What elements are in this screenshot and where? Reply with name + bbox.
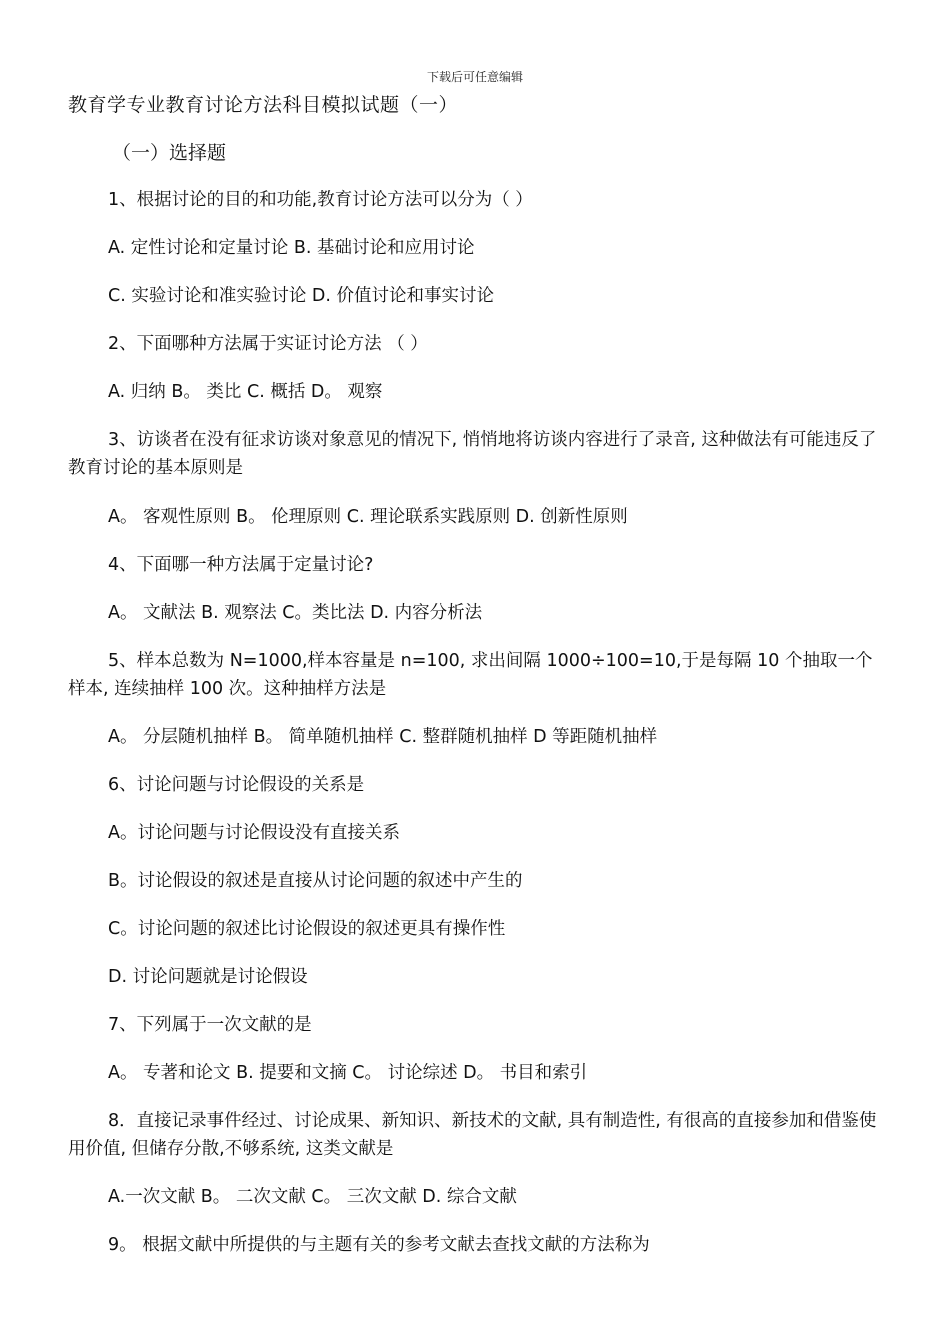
question-6-option-b: B。讨论假设的叙述是直接从讨论问题的叙述中产生的 [108,871,523,891]
question-5-stem: 5、样本总数为 N=1000,样本容量是 n=100, 求出间隔 1000÷100=10,于是每隔 10 个抽取一个样本, 连续抽样 100 次。这种抽样方法是 [68,651,873,699]
download-note: 下载后可任意编辑 [426,70,523,84]
question-6-stem: 6、讨论问题与讨论假设的关系是 [108,775,365,795]
question-7-stem: 7、下列属于一次文献的是 [108,1015,312,1035]
question-6-option-a: A。讨论问题与讨论假设没有直接关系 [108,823,400,843]
question-2-stem: 2、下面哪种方法属于实证讨论方法 （ ） [108,334,428,354]
question-8-stem: 8．直接记录事件经过、讨论成果、新知识、新技术的文献, 具有制造性, 有很高的直接参加和借鉴使用价值, 但储存分散,不够系统, 这类文献是 [68,1111,877,1159]
question-3-options: A。 客观性原则 B。 伦理原则 C. 理论联系实践原则 D. 创新性原则 [108,507,628,527]
question-8-options: A.一次文献 B。 二次文献 C。 三次文献 D. 综合文献 [108,1187,517,1207]
question-1-options-ab: A. 定性讨论和定量讨论 B. 基础讨论和应用讨论 [108,238,475,258]
question-7-options: A。 专著和论文 B. 提要和文摘 C。 讨论综述 D。 书目和索引 [108,1063,588,1083]
question-5-options: A。 分层随机抽样 B。 简单随机抽样 C. 整群随机抽样 D 等距随机抽样 [108,727,658,747]
section-heading: （一）选择题 [112,142,227,164]
question-1-options-cd: C. 实验讨论和准实验讨论 D. 价值讨论和事实讨论 [108,286,495,306]
question-9-stem: 9。 根据文献中所提供的与主题有关的参考文献去查找文献的方法称为 [108,1235,650,1255]
question-3-stem: 3、访谈者在没有征求访谈对象意见的情况下, 悄悄地将访谈内容进行了录音, 这种做法有可能违反了教育讨论的基本原则是 [68,430,877,478]
question-6-option-c: C。讨论问题的叙述比讨论假设的叙述更具有操作性 [108,919,506,939]
question-6-option-d: D. 讨论问题就是讨论假设 [108,967,308,987]
question-2-options: A. 归纳 B。 类比 C. 概括 D。 观察 [108,382,383,402]
question-1-stem: 1、根据讨论的目的和功能,教育讨论方法可以分为（ ） [108,190,533,210]
question-4-stem: 4、下面哪一种方法属于定量讨论? [108,555,374,575]
page-title: 教育学专业教育讨论方法科目模拟试题（一） [68,94,459,116]
question-4-options: A。 文献法 B. 观察法 C。类比法 D. 内容分析法 [108,603,483,623]
